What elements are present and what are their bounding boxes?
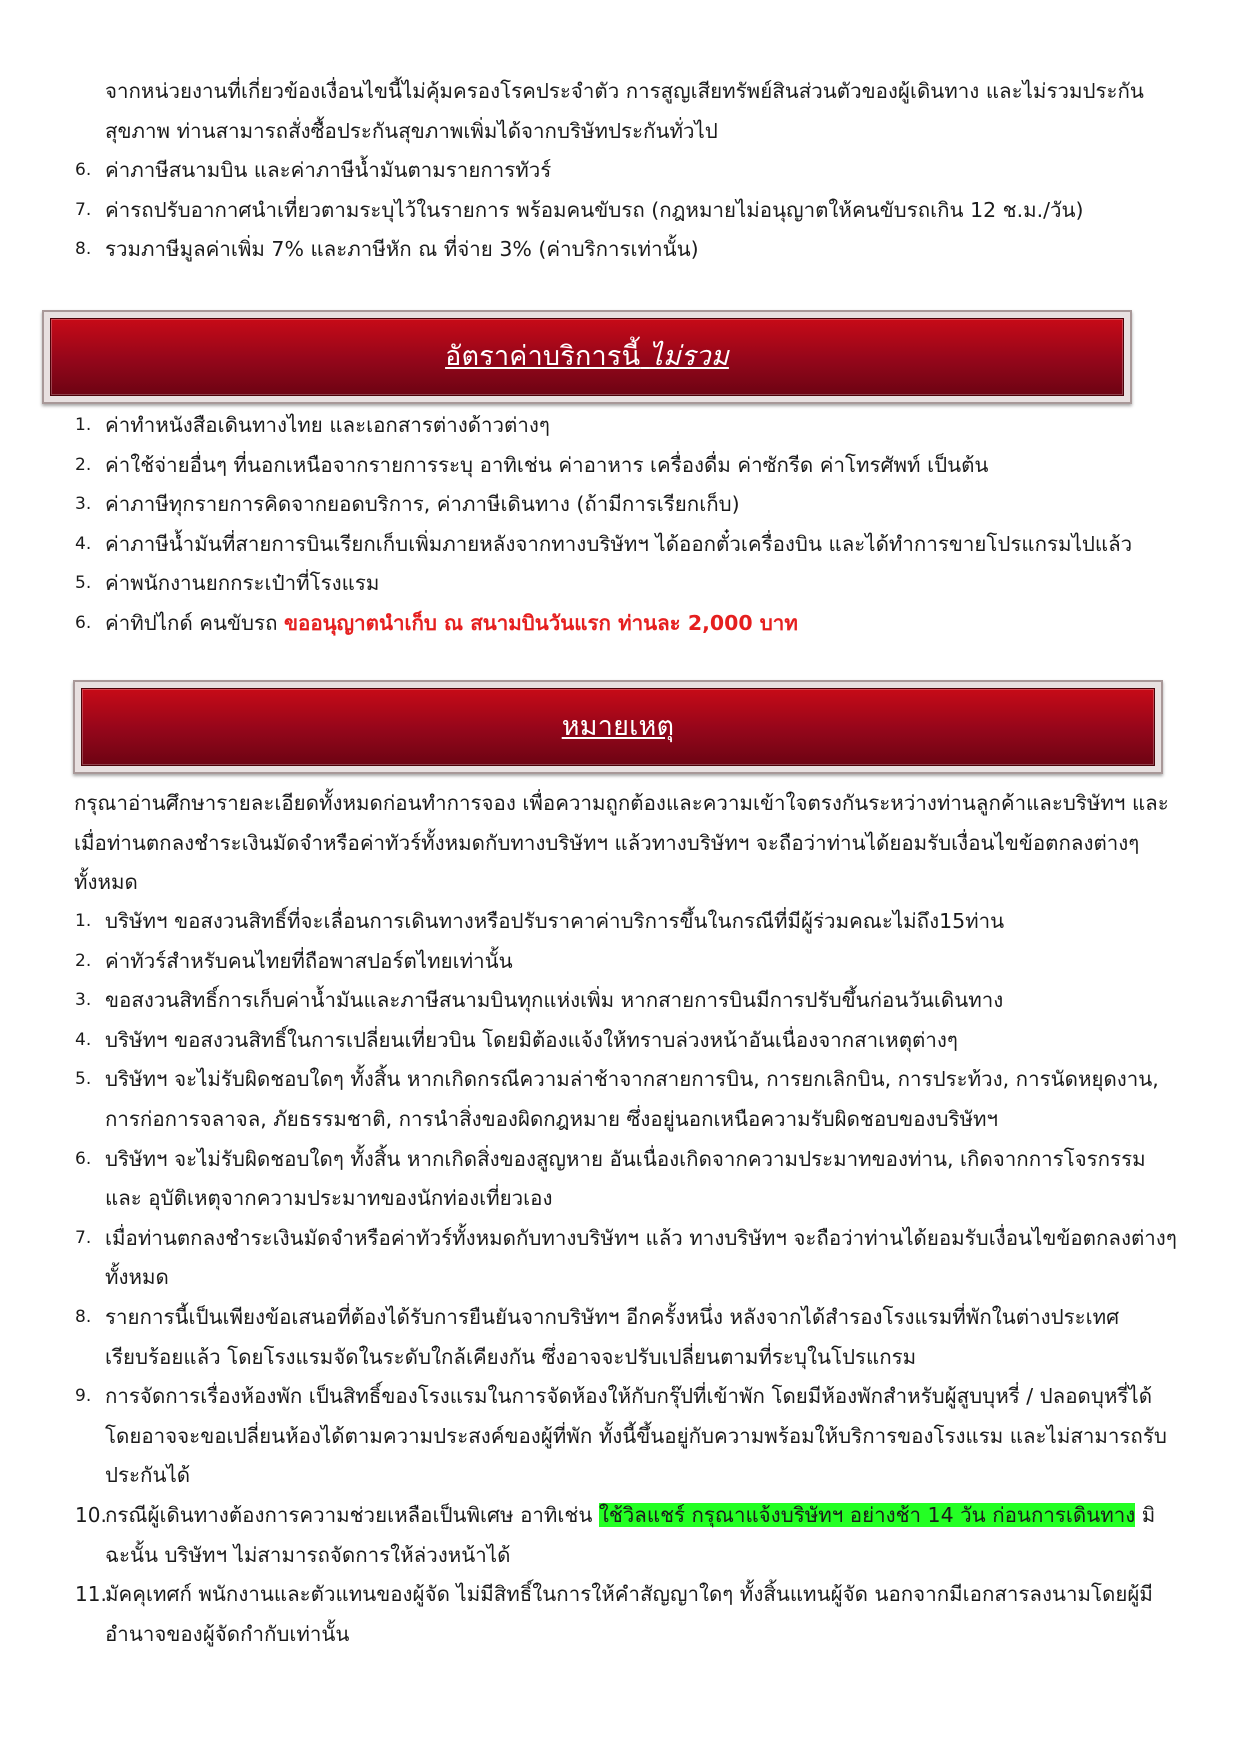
notes-banner bbox=[73, 680, 1163, 774]
item-text: ค่าทัวร์สำหรับคนไทยที่ถือพาสปอร์ตไทยเท่านั้น bbox=[105, 948, 513, 973]
list-item bbox=[75, 446, 1180, 486]
item-number: 5. bbox=[75, 573, 92, 594]
item-text: ค่าทำหนังสือเดินทางไทย และเอกสารต่างด้าวต่างๆ bbox=[105, 413, 550, 437]
item-number: 2. bbox=[75, 454, 92, 475]
wheelchair-notice-highlight: ใช้วิลแชร์ กรุณาแจ้งบริษัทฯ อย่างช้า 14 วัน ก่อนการเดินทาง bbox=[598, 1502, 1136, 1527]
item-number: 8. bbox=[75, 239, 92, 260]
list-item bbox=[75, 191, 1180, 231]
item-text: ค่ารถปรับอากาศนำเที่ยวตามระบุไว้ในรายการ พร้อมคนขับรถ (กฎหมายไม่อนุญาตให้คนขับรถเกิน 12 ช.ม./วัน) bbox=[105, 197, 1084, 222]
item-number: 2. bbox=[75, 950, 92, 971]
list-item bbox=[75, 1298, 1180, 1377]
list-item bbox=[75, 564, 1180, 604]
list-item bbox=[75, 1377, 1180, 1496]
item-text: ค่าพนักงานยกกระเป๋าที่โรงแรม bbox=[105, 571, 380, 596]
inclusions-list bbox=[75, 151, 1180, 270]
list-item bbox=[75, 1496, 1180, 1575]
item-number: 3. bbox=[75, 494, 92, 515]
inclusions-continued bbox=[75, 72, 1180, 270]
item-text: กรณีผู้เดินทางต้องการความช่วยเหลือเป็นพิเศษ อาทิเช่น bbox=[105, 1502, 599, 1527]
item-number: 9. bbox=[75, 1386, 92, 1407]
item-number: 6. bbox=[75, 160, 92, 181]
list-item bbox=[75, 151, 1180, 191]
item-text: ค่าใช้จ่ายอื่นๆ ที่นอกเหนือจากรายการระบุ อาทิเช่น ค่าอาหาร เครื่องดื่ม ค่าซักรีด ค่าโทรศัพท์ เป็นต้น bbox=[105, 452, 989, 477]
item-number: 7. bbox=[75, 1227, 92, 1248]
item-number: 1. bbox=[75, 415, 92, 435]
item-number: 4. bbox=[75, 1029, 92, 1050]
tip-fee-notice: ขออนุญาตนำเก็บ ณ สนามบินวันแรก ท่านละ 2,000 บาท bbox=[284, 610, 798, 635]
list-item bbox=[75, 1219, 1180, 1298]
item-text: บริษัทฯ จะไม่รับผิดชอบใดๆ ทั้งสิ้น หากเกิดสิ่งของสูญหาย อันเนื่องเกิดจากความประมาทของท่าน, เกิดจากการโจรกรรม และ อุบัติเหตุจากความประมาทของนักท่องเที่ยวเอง bbox=[105, 1146, 1146, 1211]
item-text: ค่าภาษีน้ำมันที่สายการบินเรียกเก็บเพิ่มภายหลังจากทางบริษัทฯ ได้ออกตั๋วเครื่องบิน และได้ทำการขายโปรแกรมไปแล้ว bbox=[105, 531, 1133, 556]
item-number: 3. bbox=[75, 990, 92, 1011]
list-item bbox=[75, 1021, 1180, 1061]
item-text: บริษัทฯ จะไม่รับผิดชอบใดๆ ทั้งสิ้น หากเกิดกรณีความล่าช้าจากสายการบิน, การยกเลิกบิน, การประท้วง, การนัดหยุดงาน, การก่อการจลาจล, ภัยธรรมชาติ, การนำสิ่งของผิดกฎหมาย ซึ่งอยู่นอกเหนือความรับผิดชอบของบริษัทฯ bbox=[105, 1067, 1159, 1131]
item-text: มิฉะนั้น บริษัทฯ ไม่สามารถจัดการให้ล่วงหน้าได้ bbox=[105, 1502, 1156, 1567]
item-text: เมื่อท่านตกลงชำระเงินมัดจำหรือค่าทัวร์ทั้งหมดกับทางบริษัทฯ แล้ว ทางบริษัทฯ จะถือว่าท่านได้ยอมรับเงื่อนไขข้อตกลงต่างๆ ทั้งหมด bbox=[105, 1225, 1177, 1290]
item-text: ค่าภาษีสนามบิน และค่าภาษีน้ำมันตามรายการทัวร์ bbox=[105, 158, 552, 183]
item-text: รายการนี้เป็นเพียงข้อเสนอที่ต้องได้รับการยืนยันจากบริษัทฯ อีกครั้งหนึ่ง หลังจากได้สำรองโรงแรมที่พักในต่างประเทศเรียบร้อยแล้ว โดยโรงแรมจัดในระดับใกล้เคียงกัน ซึ่งอาจจะปรับเปลี่ยนตามที่ระบุในโปรแกรม bbox=[105, 1304, 1120, 1369]
item-number: 6. bbox=[75, 1148, 92, 1169]
list-item bbox=[75, 525, 1180, 565]
item-number: 11. bbox=[75, 1582, 107, 1607]
item-text: ค่าทิปไกด์ คนขับรถ bbox=[105, 610, 284, 635]
exclusions-title bbox=[445, 337, 729, 377]
list-item bbox=[75, 942, 1180, 982]
item-text: มัคคุเทศก์ พนักงานและตัวแทนของผู้จัด ไม่มีสิทธิ์ในการให้คำสัญญาใดๆ ทั้งสิ้นแทนผู้จัด นอกจากมีเอกสารลงนามโดยผู้มีอำนาจของผู้จัดกำกับเท่านั้น bbox=[105, 1582, 1153, 1646]
exclusions-banner bbox=[42, 310, 1132, 404]
list-item bbox=[75, 902, 1180, 942]
list-item bbox=[75, 230, 1180, 270]
list-item bbox=[75, 1140, 1180, 1219]
list-item bbox=[75, 981, 1180, 1021]
notes-title: หมายเหตุ bbox=[561, 711, 675, 743]
item-text: รวมภาษีมูลค่าเพิ่ม 7% และภาษีหัก ณ ที่จ่าย 3% (ค่าบริการเท่านั้น) bbox=[105, 237, 699, 262]
list-item bbox=[75, 604, 1180, 644]
exclusions-list bbox=[75, 406, 1180, 644]
notes-intro-text: กรุณาอ่านศึกษารายละเอียดทั้งหมดก่อนทำการจอง เพื่อความถูกต้องและความเข้าใจตรงกันระหว่างท่านลูกค้าและบริษัทฯ และเมื่อท่านตกลงชำระเงินมัดจำหรือค่าทัวร์ทั้งหมดกับทางบริษัทฯ แล้วทางบริษัทฯ จะถือว่าท่านได้ยอมรับเงื่อนไขข้อตกลงต่างๆ ทั้งหมด bbox=[74, 791, 1169, 895]
item-text: บริษัทฯ ขอสงวนสิทธิ์ที่จะเลื่อนการเดินทางหรือปรับราคาค่าบริการขึ้นในกรณีที่มีผู้ร่วมคณะไม่ถึง15ท่าน bbox=[105, 909, 1005, 933]
list-item bbox=[75, 485, 1180, 525]
item-number: 5. bbox=[75, 1069, 92, 1090]
list-item bbox=[75, 406, 1180, 446]
notes-list bbox=[75, 902, 1180, 1654]
item-number: 4. bbox=[75, 533, 92, 554]
item-number: 8. bbox=[75, 1306, 92, 1327]
item-number: 7. bbox=[75, 199, 92, 220]
item-text: ค่าภาษีทุกรายการคิดจากยอดบริการ, ค่าภาษีเดินทาง (ถ้ามีการเรียกเก็บ) bbox=[105, 492, 740, 517]
item-number: 1. bbox=[75, 911, 92, 931]
item-number: 6. bbox=[75, 612, 92, 633]
exclusions-title-emphasis: ไม่รวม bbox=[649, 341, 729, 373]
item-text: บริษัทฯ ขอสงวนสิทธิ์ในการเปลี่ยนเที่ยวบิน โดยมิต้องแจ้งให้ทราบล่วงหน้าอันเนื่องจากสาเหตุต่างๆ bbox=[105, 1027, 958, 1052]
item-number: 10. bbox=[75, 1502, 107, 1527]
exclusions-title-text: อัตราค่าบริการนี้ bbox=[445, 341, 641, 373]
list-item bbox=[75, 1060, 1180, 1139]
item-text: ขอสงวนสิทธิ์การเก็บค่าน้ำมันและภาษีสนามบินทุกแห่งเพิ่ม หากสายการบินมีการปรับขึ้นก่อนวันเดินทาง bbox=[105, 988, 1004, 1013]
inclusion-continuation-text: จากหน่วยงานที่เกี่ยวข้องเงื่อนไขนี้ไม่คุ้มครองโรคประจำตัว การสูญเสียทรัพย์สินส่วนตัวของผู้เดินทาง และไม่รวมประกันสุขภาพ ท่านสามารถสั่งซื้อประกันสุขภาพเพิ่มได้จากบริษัทประกันทั่วไป bbox=[105, 79, 1144, 143]
list-item bbox=[75, 1575, 1180, 1654]
item-text: การจัดการเรื่องห้องพัก เป็นสิทธิ์ของโรงแรมในการจัดห้องให้กับกรุ๊ปที่เข้าพัก โดยมีห้องพักสำหรับผู้สูบบุหรี่ / ปลอดบุหรี่ได้ โดยอาจจะขอเปลี่ยนห้องได้ตามความประสงค์ของผู้ที่พัก ทั้งนี้ขึ้นอยู่กับความพร้อมให้บริการของโรงแรม และไม่สามารถรับประกันได้ bbox=[105, 1384, 1167, 1488]
